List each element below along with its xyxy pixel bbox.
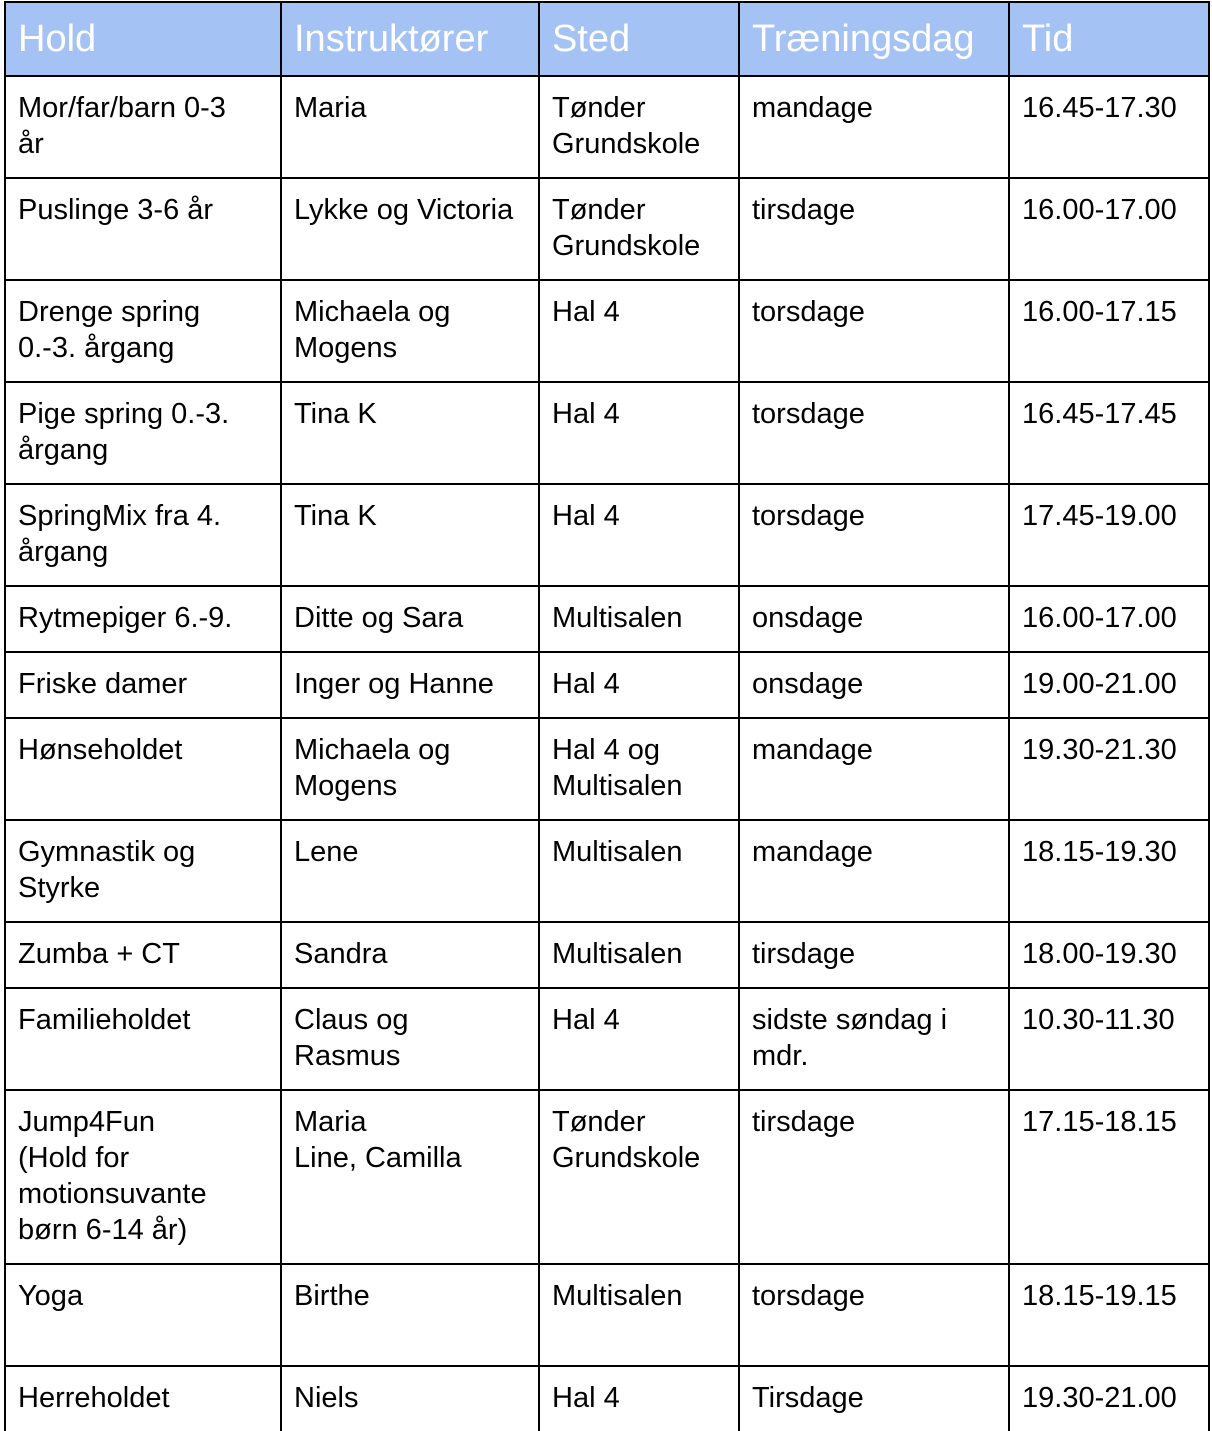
cell-instruktorer: Ditte og Sara (281, 586, 539, 652)
cell-instruktorer: Michaela og Mogens (281, 280, 539, 382)
cell-traeningsdag: torsdage (739, 382, 1009, 484)
cell-tid: 16.00-17.15 (1009, 280, 1209, 382)
cell-instruktorer: Niels (281, 1366, 539, 1431)
cell-hold: Mor/far/barn 0-3 år (5, 76, 281, 178)
table-row (5, 1366, 1209, 1431)
cell-traeningsdag: tirsdage (739, 1090, 1009, 1264)
cell-hold: Friske damer (5, 652, 281, 718)
table-row (5, 280, 1209, 382)
header-tid: Tid (1009, 2, 1209, 76)
header-traeningsdag: Træningsdag (739, 2, 1009, 76)
cell-sted: Hal 4 (539, 652, 739, 718)
cell-tid: 19.00-21.00 (1009, 652, 1209, 718)
cell-instruktorer: Lykke og Victoria (281, 178, 539, 280)
cell-hold: Hønseholdet (5, 718, 281, 820)
cell-sted: Hal 4 (539, 382, 739, 484)
cell-traeningsdag: torsdage (739, 1264, 1009, 1366)
cell-sted: Multisalen (539, 586, 739, 652)
table-row (5, 178, 1209, 280)
cell-instruktorer: Inger og Hanne (281, 652, 539, 718)
cell-tid: 17.15-18.15 (1009, 1090, 1209, 1264)
schedule-table (4, 1, 1210, 1431)
cell-instruktorer: Michaela og Mogens (281, 718, 539, 820)
table-row (5, 484, 1209, 586)
cell-tid: 18.15-19.15 (1009, 1264, 1209, 1366)
cell-tid: 18.00-19.30 (1009, 922, 1209, 988)
cell-hold: Gymnastik og Styrke (5, 820, 281, 922)
table-row (5, 76, 1209, 178)
cell-tid: 16.45-17.30 (1009, 76, 1209, 178)
schedule-table-container (4, 1, 1208, 1431)
cell-traeningsdag: onsdage (739, 586, 1009, 652)
cell-traeningsdag: tirsdage (739, 922, 1009, 988)
table-row (5, 652, 1209, 718)
cell-hold: Herreholdet (5, 1366, 281, 1431)
cell-sted: Tønder Grundskole (539, 1090, 739, 1264)
table-row (5, 586, 1209, 652)
cell-hold: Rytmepiger 6.-9. (5, 586, 281, 652)
cell-sted: Hal 4 (539, 484, 739, 586)
cell-tid: 16.00-17.00 (1009, 586, 1209, 652)
cell-instruktorer: Sandra (281, 922, 539, 988)
cell-instruktorer: Birthe (281, 1264, 539, 1366)
cell-instruktorer: Claus og Rasmus (281, 988, 539, 1090)
cell-sted: Hal 4 (539, 988, 739, 1090)
header-row (5, 2, 1209, 76)
cell-instruktorer: Maria (281, 76, 539, 178)
cell-hold: Jump4Fun (Hold for motionsuvante børn 6-14 år) (5, 1090, 281, 1264)
cell-sted: Multisalen (539, 922, 739, 988)
cell-hold: Drenge spring 0.-3. årgang (5, 280, 281, 382)
cell-hold: SpringMix fra 4. årgang (5, 484, 281, 586)
cell-hold: Familieholdet (5, 988, 281, 1090)
cell-hold: Pige spring 0.-3. årgang (5, 382, 281, 484)
table-row (5, 382, 1209, 484)
cell-sted: Hal 4 (539, 280, 739, 382)
cell-tid: 19.30-21.30 (1009, 718, 1209, 820)
table-row (5, 922, 1209, 988)
cell-instruktorer: Lene (281, 820, 539, 922)
table-row (5, 718, 1209, 820)
table-row (5, 1264, 1209, 1366)
cell-traeningsdag: onsdage (739, 652, 1009, 718)
cell-traeningsdag: mandage (739, 718, 1009, 820)
cell-traeningsdag: torsdage (739, 280, 1009, 382)
cell-hold: Puslinge 3-6 år (5, 178, 281, 280)
cell-sted: Multisalen (539, 820, 739, 922)
cell-instruktorer: Tina K (281, 484, 539, 586)
cell-sted: Hal 4 og Multisalen (539, 718, 739, 820)
cell-traeningsdag: mandage (739, 76, 1009, 178)
table-row (5, 988, 1209, 1090)
cell-instruktorer: Tina K (281, 382, 539, 484)
cell-traeningsdag: tirsdage (739, 178, 1009, 280)
cell-sted: Hal 4 (539, 1366, 739, 1431)
cell-tid: 17.45-19.00 (1009, 484, 1209, 586)
cell-tid: 16.45-17.45 (1009, 382, 1209, 484)
header-instruktorer: Instruktører (281, 2, 539, 76)
cell-hold: Yoga (5, 1264, 281, 1366)
header-hold: Hold (5, 2, 281, 76)
cell-hold: Zumba + CT (5, 922, 281, 988)
table-row (5, 820, 1209, 922)
cell-sted: Multisalen (539, 1264, 739, 1366)
cell-instruktorer: Maria Line, Camilla (281, 1090, 539, 1264)
table-row (5, 1090, 1209, 1264)
cell-traeningsdag: torsdage (739, 484, 1009, 586)
cell-tid: 10.30-11.30 (1009, 988, 1209, 1090)
cell-traeningsdag: Tirsdage (739, 1366, 1009, 1431)
cell-traeningsdag: mandage (739, 820, 1009, 922)
cell-tid: 16.00-17.00 (1009, 178, 1209, 280)
cell-tid: 19.30-21.00 (1009, 1366, 1209, 1431)
cell-sted: Tønder Grundskole (539, 76, 739, 178)
cell-tid: 18.15-19.30 (1009, 820, 1209, 922)
cell-sted: Tønder Grundskole (539, 178, 739, 280)
cell-traeningsdag: sidste søndag i mdr. (739, 988, 1009, 1090)
header-sted: Sted (539, 2, 739, 76)
